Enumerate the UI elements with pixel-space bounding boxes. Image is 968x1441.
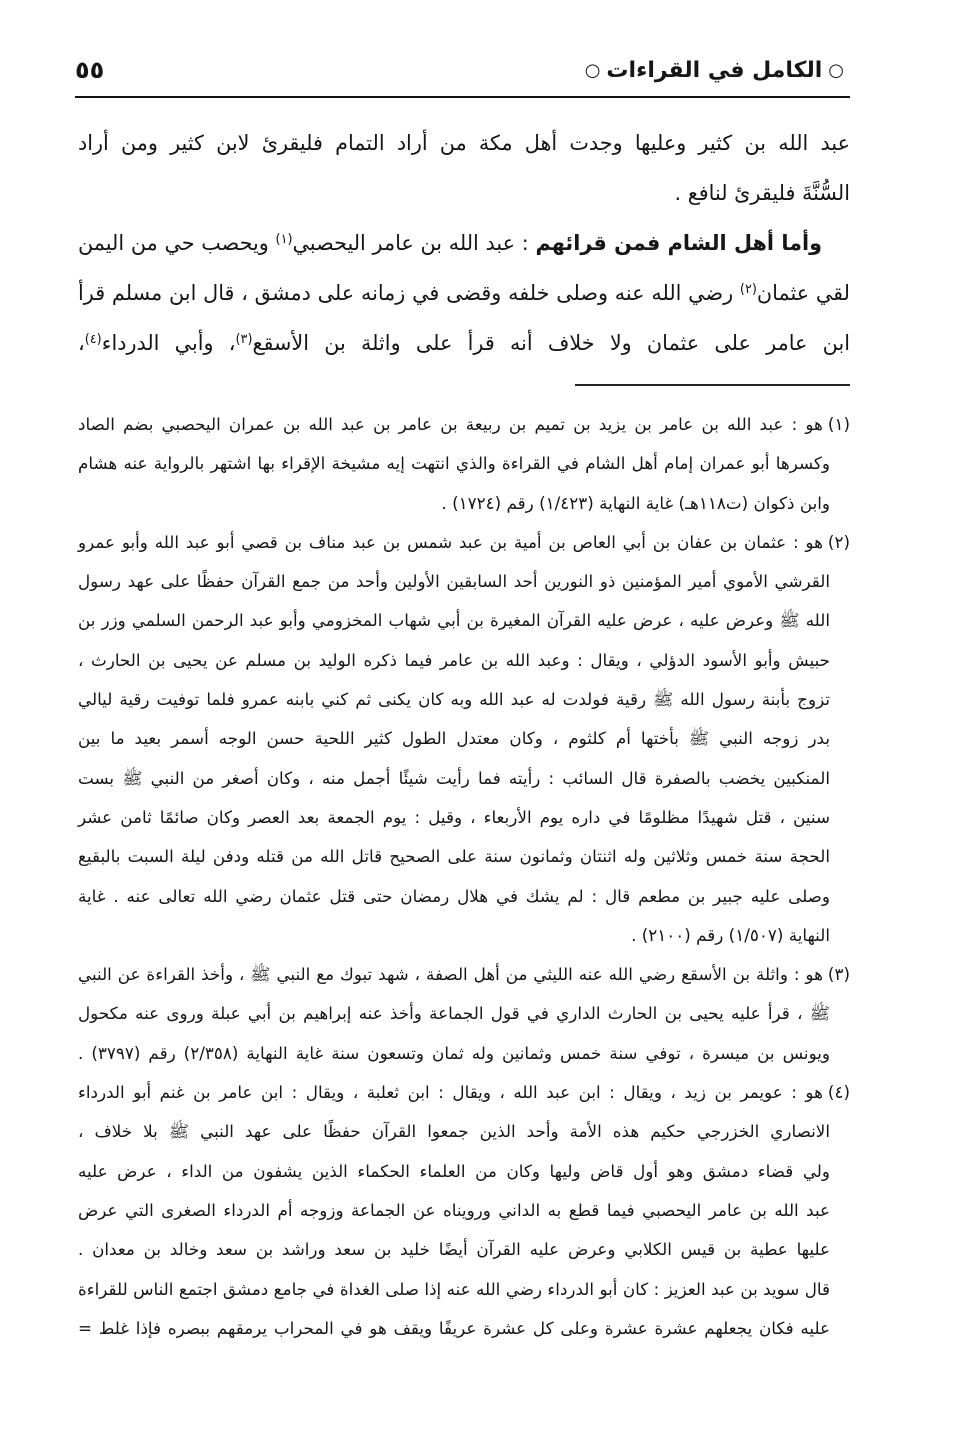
footnote-text: هو : عويمر بن زيد ، ويقال : ابن عبد الله ، ويقال : ابن ثعلبة ، ويقال : ابن عامر بن غنم أبو الدرداء bbox=[78, 1082, 823, 1103]
footnote-text: الله ﷺ وعرض عليه ، عرض عليه القرآن المغيرة بن أبي شهاب المخزومي وأبو عبد الرحمن السلمي وزر بن bbox=[78, 610, 830, 631]
footnote-line bbox=[78, 994, 850, 1033]
footnote-text: وكسرها أبو عمران إمام أهل الشام في القراءة والذي انتهت إيه مشيخة الإقراء بها اشتهر بالرواية عنه هشام bbox=[78, 453, 830, 474]
footnote-line bbox=[78, 877, 850, 916]
body-line bbox=[78, 268, 850, 318]
footnote-ref: (٤) bbox=[84, 331, 102, 347]
footnote-text: ويونس بن ميسرة ، توفي سنة خمس وثمانين وله ثمان وتسعون سنة غاية النهاية (٢/٣٥٨) رقم (٣٧٩٧) . bbox=[78, 1042, 830, 1063]
header-title-group bbox=[579, 58, 850, 83]
running-header bbox=[75, 48, 850, 92]
body-text: السُّنَّةَ فليقرئ لنافع . bbox=[674, 181, 850, 205]
body-text: ويحصب حي من اليمن bbox=[78, 231, 276, 255]
footnote-line bbox=[78, 759, 850, 798]
footnote-number: (٤) bbox=[827, 1082, 850, 1103]
footnote-line bbox=[78, 562, 850, 601]
body-text: رضي الله عنه وصلى خلفه وقضى في زمانه على دمشق ، قال ابن مسلم قرأ bbox=[78, 281, 740, 305]
footnote-text: القرشي الأموي أمير المؤمنين ذو النورين أحد السابقين الأولين وأحد من جمع القرآن حفظًا على عهد رسول bbox=[78, 571, 830, 592]
footnote-line bbox=[78, 444, 850, 483]
footnote-line bbox=[78, 1191, 850, 1230]
body-line bbox=[78, 168, 850, 218]
footnote-text: عبد الله بن عامر اليحصبي فيما قطع به الداني ورويناه عن الجماعة وزوجه أم الدرداء الصغرى التي عرض bbox=[78, 1199, 830, 1220]
footnote-line bbox=[78, 837, 850, 876]
book-title: الكامل في القراءات bbox=[606, 57, 823, 83]
footnote-line bbox=[78, 601, 850, 640]
footnote-line bbox=[78, 1034, 850, 1073]
footnote-line bbox=[78, 680, 850, 719]
footnote-line bbox=[78, 1309, 850, 1348]
body-text: : عبد الله بن عامر اليحصبي bbox=[292, 231, 536, 255]
footnote-text: قال سويد بن عبد العزيز : كان أبو الدرداء رضي الله عنه إذا صلى الغداة في جامع دمشق اجتمع الناس للقراءة bbox=[78, 1278, 830, 1299]
footnote-line bbox=[78, 1073, 850, 1112]
main-text bbox=[78, 118, 850, 368]
footnote-text: ﷺ ، قرأ عليه يحيى بن الحارث الداري في قول الجماعة وأخذ عنه إبراهيم بن أبي عبلة وروى عنه مكحول bbox=[78, 1003, 830, 1024]
footnote-line bbox=[78, 798, 850, 837]
footnote-text: حبيش وأبو الأسود الدؤلي ، ويقال : وعبد الله بن عامر فيما ذكره الوليد بن مسلم عن يحيى بن الحارث ، bbox=[78, 649, 830, 670]
header-rule bbox=[75, 96, 850, 98]
footnote-number: (٣) bbox=[827, 964, 850, 985]
footnote-line bbox=[78, 405, 850, 444]
body-text: عبد الله بن كثير وعليها وجدت أهل مكة من أراد التمام فليقرئ لابن كثير ومن أراد bbox=[78, 131, 850, 155]
footnote-line bbox=[78, 1230, 850, 1269]
footnote-line bbox=[78, 1152, 850, 1191]
footnote-text: ولي قضاء دمشق وهو أول قاض وليها وكان من العلماء الحكماء الذين يشفون من الداء ، عرض عليه bbox=[78, 1160, 830, 1181]
footnote-text: بدر زوجه النبي ﷺ بأختها أم كلثوم ، وكان معتدل الطول كثير اللحية حسن الوجه أسمر بعيد ما بين bbox=[78, 728, 830, 749]
page-number: ٥٥ bbox=[75, 56, 105, 84]
footnote-line bbox=[78, 916, 850, 955]
footnote-line bbox=[78, 1270, 850, 1309]
footnote-text: عليه فكان يجعلهم عشرة عشرة وعلى كل عشرة عريفًا ويقف هو في المحراب يرمقهم ببصره فإذا غلط = bbox=[78, 1317, 830, 1338]
footnote-text: سنين ، قتل شهيدًا مظلومًا في داره يوم الأربعاء ، وقيل : يوم الجمعة بعد العصر وكان صائمًا ثامن عشر bbox=[78, 806, 830, 827]
footnote-ref: (٢) bbox=[739, 281, 757, 297]
body-text: ، وأبي الدرداء bbox=[101, 331, 236, 355]
body-text: لقي عثمان bbox=[756, 281, 850, 305]
body-text: ابن عامر على عثمان ولا خلاف أنه قرأ على واثلة بن الأسقع bbox=[252, 331, 850, 355]
body-line bbox=[78, 318, 850, 368]
footnote-text: عليها عطية بن قيس الكلابي وعرض عليه القرآن أيضًا خليد بن سعد وراشد بن سعد وخالد بن معدان . bbox=[78, 1239, 830, 1260]
footnote-text: هو : عثمان بن عفان بن أبي العاص بن أمية بن عبد شمس بن عبد مناف بن قصي أبو عبد الله وأبو عمرو bbox=[78, 531, 823, 552]
footnote-number: (٢) bbox=[827, 531, 850, 552]
footnote-text: النهاية (١/٥٠٧) رقم (٢١٠٠) . bbox=[631, 924, 830, 945]
footnote-text: الانصاري الخزرجي حكيم هذه الأمة وأحد الذين جمعوا القرآن حفظًا على عهد النبي ﷺ بلا خلاف ، bbox=[78, 1121, 830, 1142]
footnote-line bbox=[78, 719, 850, 758]
circle-ornament-icon: ○ bbox=[828, 59, 844, 81]
footnote-text: وصلى عليه جبير بن مطعم قال : لم يشك في هلال رمضان حتى قتل عثمان رضي الله تعالى عنه . غاية bbox=[78, 885, 830, 906]
footnote-ref: (١) bbox=[275, 231, 293, 247]
footnote-line bbox=[78, 523, 850, 562]
bold-lead: وأما أهل الشام فمن قرائهم bbox=[535, 231, 822, 255]
body-line bbox=[78, 118, 850, 168]
footnote-text: المنكبين يخضب بالصفرة قال السائب : رأيته فما رأيت شيئًا أجمل منه ، وكان أصغر من النبي ﷺ بست bbox=[78, 767, 830, 788]
circle-ornament-icon: ○ bbox=[584, 59, 601, 81]
body-text: ، bbox=[78, 331, 85, 355]
footnote-text: وابن ذكوان (ت١١٨هـ) غاية النهاية (١/٤٢٣) رقم (١٧٢٤) . bbox=[441, 492, 830, 513]
footnote-separator bbox=[575, 384, 850, 386]
footnote-line bbox=[78, 484, 850, 523]
footnote-text: هو : واثلة بن الأسقع رضي الله عنه الليثي من أهل الصفة ، شهد تبوك مع النبي ﷺ ، وأخذ القراءة عن النبي bbox=[78, 964, 823, 985]
footnote-text: الحجة سنة خمس وثلاثين وله اثنتان وثمانون سنة على الصحيح قاتل الله من قتله ودفن ليلة السبت بالبقيع bbox=[78, 846, 830, 867]
footnote-ref: (٣) bbox=[235, 331, 253, 347]
footnote-line bbox=[78, 1112, 850, 1151]
footnotes bbox=[78, 405, 850, 1348]
footnote-text: هو : عبد الله بن عامر بن يزيد بن تميم بن ربيعة بن عامر بن عبد الله بن عمران اليحصبي بضم الصاد bbox=[78, 414, 823, 434]
footnote-line bbox=[78, 955, 850, 994]
footnote-line bbox=[78, 641, 850, 680]
footnote-number: (١) bbox=[827, 414, 850, 434]
body-line bbox=[78, 218, 850, 268]
footnote-text: تزوج بأبنة رسول الله ﷺ رقية فولدت له عبد الله وبه كان يكنى ثم كني بابنه عمرو فلما توفيت رقية ليالي bbox=[78, 689, 830, 710]
